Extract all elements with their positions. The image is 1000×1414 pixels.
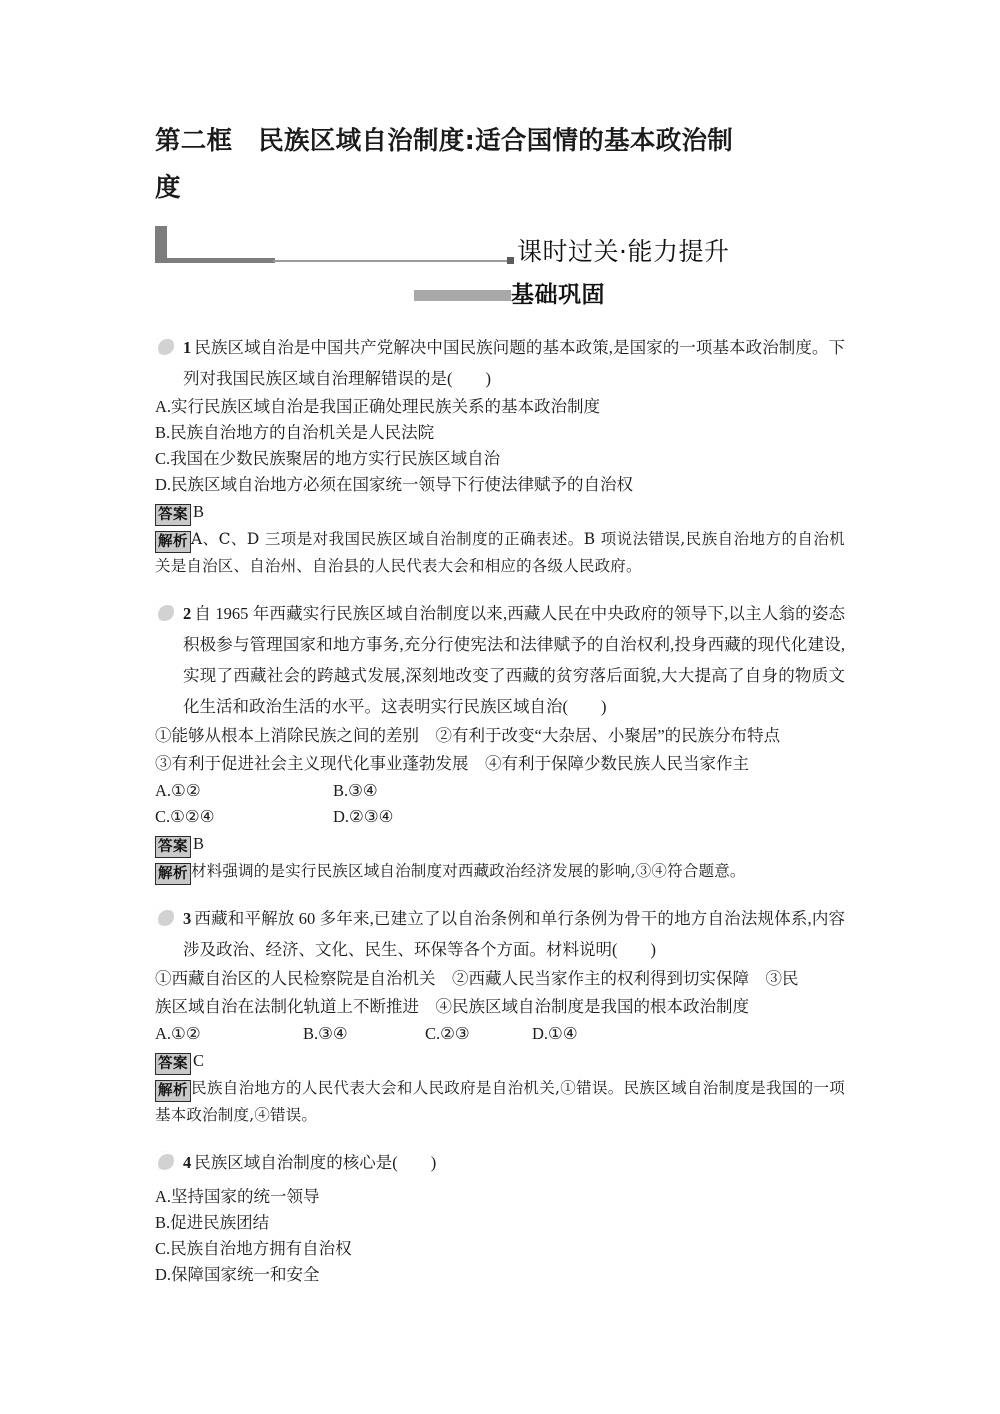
- option-a[interactable]: A.坚持国家的统一领导: [155, 1187, 320, 1206]
- answer-label: 答案: [155, 1053, 191, 1075]
- section-title: 基础巩固: [511, 282, 605, 308]
- question-number: 1: [183, 338, 192, 357]
- question-stem: [155, 1147, 845, 1178]
- answer-value: B: [193, 502, 205, 521]
- choice-d[interactable]: D.②③④: [333, 807, 394, 826]
- square-dot-icon: [507, 257, 514, 264]
- question-stem-text: 自 1965 年西藏实行民族区域自治制度以来,西藏人民在中央政府的领导下,以主人翁的姿态积极参与管理国家和地方事务,充分行使宪法和法律赋予的自治权利,投身西藏的现代化建设,实现了西藏社会的跨越式发展,深刻地改变了西藏的贫穷落后面貌,大大提高了自身的物质文化生活和政治生活的水平。这表明实行民族区域自治( ): [183, 604, 845, 716]
- answer-value: B: [193, 834, 205, 853]
- analysis-row: [155, 858, 845, 885]
- page-content: [155, 118, 845, 1288]
- choice-a[interactable]: A.①②: [155, 1024, 201, 1043]
- question-stem: [155, 903, 845, 965]
- statements-line-2: ③有利于促进社会主义现代化事业蓬勃发展 ④有利于保障少数民族人民当家作主: [155, 754, 749, 773]
- option-d[interactable]: D.保障国家统一和安全: [155, 1265, 320, 1284]
- question-1: [155, 332, 845, 580]
- bracket-decoration-icon: [155, 226, 167, 260]
- rule-thin-decoration: [273, 260, 508, 262]
- question-stem-text: 民族区域自治制度的核心是( ): [194, 1153, 437, 1172]
- rule-thick-decoration: [155, 258, 275, 263]
- option-a[interactable]: A.实行民族区域自治是我国正确处理民族关系的基本政治制度: [155, 397, 601, 416]
- answer-row: [155, 1048, 845, 1075]
- analysis-row: [155, 526, 845, 580]
- question-2: [155, 598, 845, 885]
- choice-c[interactable]: C.②③: [425, 1024, 470, 1043]
- option-b[interactable]: B.民族自治地方的自治机关是人民法院: [155, 423, 435, 442]
- section-bar-decoration: [414, 290, 511, 301]
- analysis-label: 解析: [155, 1080, 191, 1102]
- answer-value: C: [193, 1051, 205, 1070]
- question-stem: [155, 332, 845, 394]
- choice-b[interactable]: B.③④: [303, 1024, 348, 1043]
- option-b[interactable]: B.促进民族团结: [155, 1213, 270, 1232]
- choice-b[interactable]: B.③④: [333, 781, 378, 800]
- analysis-text: 民族自治地方的人民代表大会和人民政府是自治机关,①错误。民族区域自治制度是我国的一项基本政治制度,④错误。: [155, 1079, 845, 1124]
- answer-label: 答案: [155, 504, 191, 526]
- question-number: 3: [183, 909, 192, 928]
- answer-label: 答案: [155, 836, 191, 858]
- banner-title: 课时过关·能力提升: [517, 237, 730, 266]
- statements-line-2: 族区域自治在法制化轨道上不断推进 ④民族区域自治制度是我国的根本政治制度: [155, 997, 749, 1016]
- question-bullet-icon: [155, 1151, 174, 1170]
- answer-row: [155, 499, 845, 526]
- option-c[interactable]: C.民族自治地方拥有自治权: [155, 1239, 352, 1258]
- question-bullet-icon: [155, 907, 174, 926]
- page-title-line1: 第二框 民族区域自治制度:适合国情的基本政治制: [155, 126, 734, 156]
- choice-c[interactable]: C.①②④: [155, 807, 215, 826]
- question-3: [155, 903, 845, 1129]
- section-heading: [155, 276, 845, 318]
- page-title: [155, 118, 845, 212]
- analysis-row: [155, 1075, 845, 1129]
- page-title-line2: 度: [155, 173, 181, 203]
- option-d[interactable]: D.民族区域自治地方必须在国家统一领导下行使法律赋予的自治权: [155, 475, 634, 494]
- statements-line-1: ①能够从根本上消除民族之间的差别 ②有利于改变“大杂居、小聚居”的民族分布特点: [155, 726, 781, 745]
- question-stem-text: 民族区域自治是中国共产党解决中国民族问题的基本政策,是国家的一项基本政治制度。下列对我国民族区域自治理解错误的是( ): [183, 338, 845, 388]
- option-c[interactable]: C.我国在少数民族聚居的地方实行民族区域自治: [155, 449, 501, 468]
- banner: [155, 222, 845, 278]
- question-bullet-icon: [155, 336, 174, 355]
- analysis-text: 材料强调的是实行民族区域自治制度对西藏政治经济发展的影响,③④符合题意。: [191, 862, 746, 880]
- choice-a[interactable]: A.①②: [155, 781, 201, 800]
- question-stem-text: 西藏和平解放 60 多年来,已建立了以自治条例和单行条例为骨干的地方自治法规体系,内容涉及政治、经济、文化、民生、环保等各个方面。材料说明( ): [183, 909, 845, 959]
- question-stem: [155, 598, 845, 722]
- choices-row-1: [155, 778, 845, 804]
- analysis-label: 解析: [155, 531, 191, 553]
- question-bullet-icon: [155, 602, 174, 621]
- question-number: 2: [183, 604, 192, 623]
- analysis-label: 解析: [155, 863, 191, 885]
- statements-line-1: ①西藏自治区的人民检察院是自治机关 ②西藏人民当家作主的权利得到切实保障 ③民: [155, 969, 799, 988]
- analysis-text: A、C、D 三项是对我国民族区域自治制度的正确表述。B 项说法错误,民族自治地方的自治机关是自治区、自治州、自治县的人民代表大会和相应的各级人民政府。: [155, 530, 845, 575]
- choice-d[interactable]: D.①④: [532, 1024, 578, 1043]
- choices-row-1: [155, 1021, 845, 1047]
- question-4: [155, 1147, 845, 1288]
- choices-row-2: [155, 804, 845, 830]
- question-number: 4: [183, 1153, 192, 1172]
- answer-row: [155, 831, 845, 858]
